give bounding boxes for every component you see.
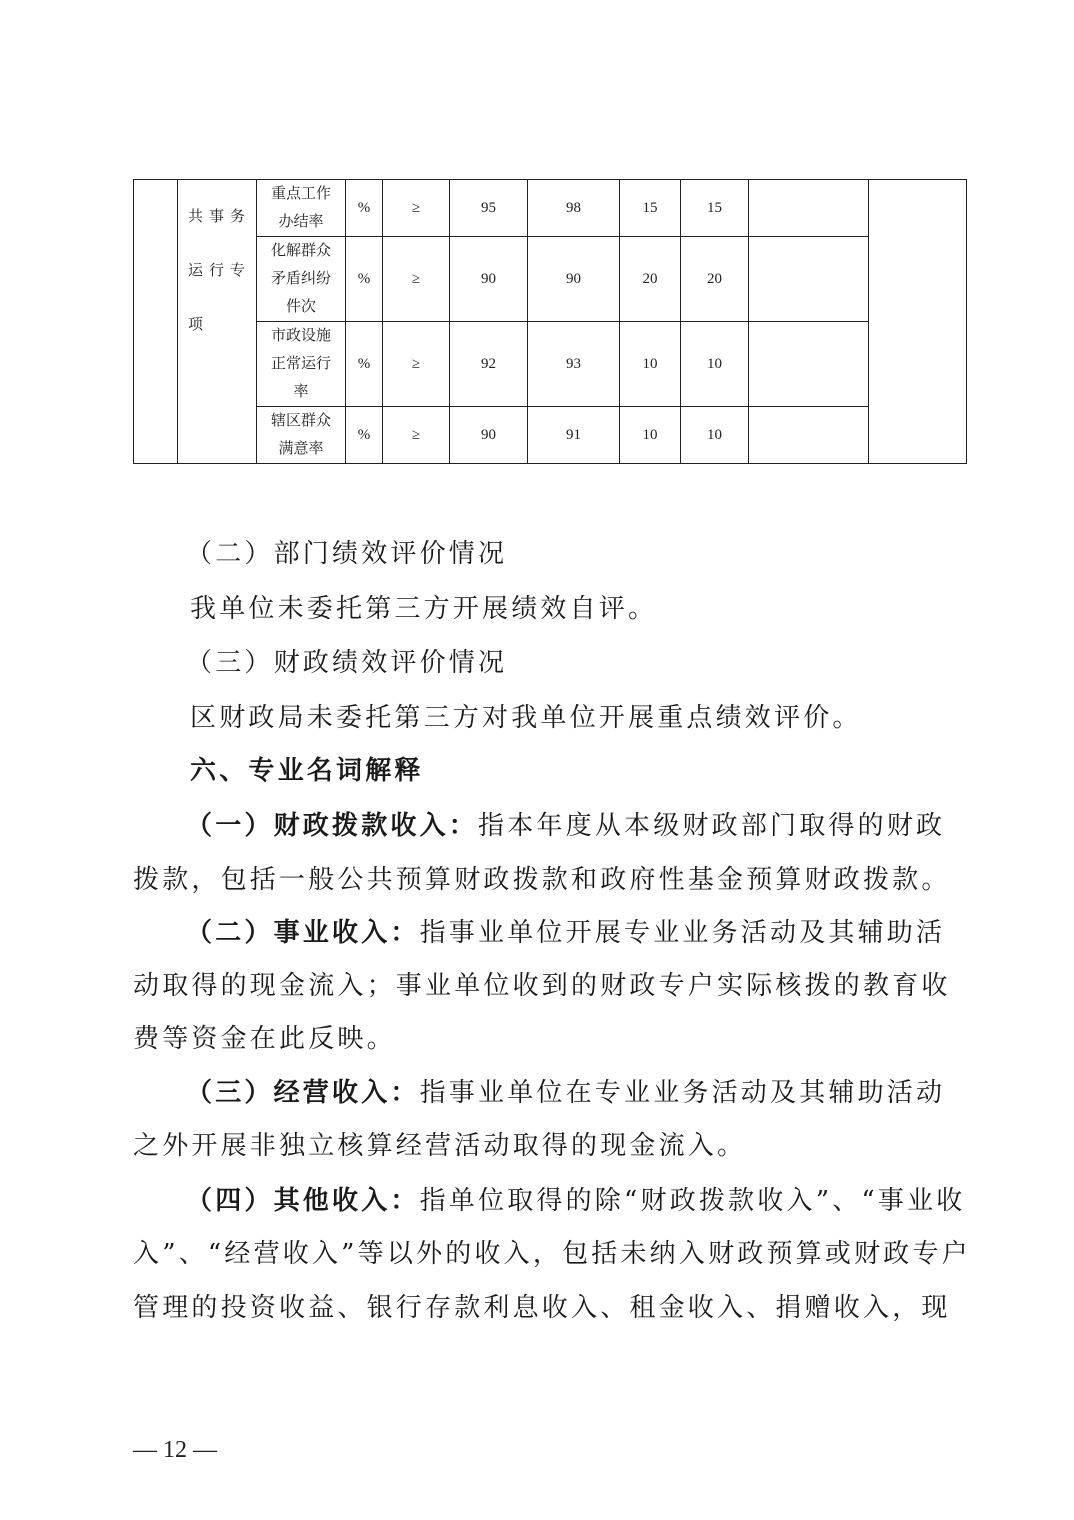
blank-cell	[134, 180, 178, 464]
weight-cell: 10	[620, 322, 681, 407]
target-cell: 92	[450, 322, 528, 407]
term-label: （一）财政拨款收入：	[186, 811, 479, 841]
dept-eval-heading: （二）部门绩效评价情况	[186, 539, 508, 569]
operator-cell: ≥	[383, 180, 450, 237]
dept-eval-text: 我单位未委托第三方开展绩效自评。	[190, 594, 658, 624]
note-cell	[749, 322, 869, 407]
table-row	[134, 180, 967, 237]
operator-cell: ≥	[383, 407, 450, 464]
note-cell	[749, 407, 869, 464]
term-line: 拨款，包括一般公共预算财政拨款和政府性基金预算财政拨款。	[133, 865, 951, 895]
actual-cell: 90	[528, 237, 620, 322]
target-cell: 95	[450, 180, 528, 237]
term-line: 之外开展非独立核算经营活动取得的现金流入。	[133, 1131, 747, 1161]
indicator-cell: 化解群众 矛盾纠纷 件次	[257, 237, 346, 322]
indicator-cell: 辖区群众 满意率	[257, 407, 346, 464]
weight-cell: 20	[620, 237, 681, 322]
category-line: 共事务	[188, 209, 252, 225]
actual-cell: 98	[528, 180, 620, 237]
table-row	[134, 237, 967, 322]
score-cell: 10	[681, 407, 749, 464]
performance-table	[133, 179, 967, 464]
term-paragraph: （二）事业收入：指事业单位开展专业业务活动及其辅助活	[186, 918, 946, 948]
score-cell: 10	[681, 322, 749, 407]
term-line: 费等资金在此反映。	[133, 1024, 396, 1054]
target-cell: 90	[450, 237, 528, 322]
term-paragraph: （一）财政拨款收入：指本年度从本级财政部门取得的财政	[186, 811, 946, 841]
target-cell: 90	[450, 407, 528, 464]
table-row	[134, 322, 967, 407]
term-paragraph: （四）其他收入：指单位取得的除“财政拨款收入”、“事业收	[186, 1186, 966, 1216]
unit-cell: %	[346, 407, 383, 464]
table-row	[134, 407, 967, 464]
terms-heading: 六、专业名词解释	[190, 756, 424, 786]
actual-cell: 93	[528, 322, 620, 407]
operator-cell: ≥	[383, 237, 450, 322]
category-line: 项	[188, 317, 210, 333]
weight-cell: 15	[620, 180, 681, 237]
term-label: （三）经营收入：	[186, 1078, 420, 1108]
term-line: 管理的投资收益、银行存款利息收入、租金收入、捐赠收入，现	[133, 1293, 951, 1323]
unit-cell: %	[346, 237, 383, 322]
indicator-cell: 重点工作 办结率	[257, 180, 346, 237]
term-line: 动取得的现金流入；事业单位收到的财政专户实际核拨的教育收	[133, 971, 951, 1001]
category-cell	[178, 180, 257, 464]
term-label: （二）事业收入：	[186, 918, 420, 948]
term-line: 入”、“经营收入”等以外的收入，包括未纳入财政预算或财政专户	[133, 1239, 971, 1269]
term-label: （四）其他收入：	[186, 1186, 420, 1216]
indicator-cell: 市政设施 正常运行 率	[257, 322, 346, 407]
weight-cell: 10	[620, 407, 681, 464]
score-cell: 15	[681, 180, 749, 237]
fin-eval-heading: （三）财政绩效评价情况	[186, 648, 508, 678]
fin-eval-text: 区财政局未委托第三方对我单位开展重点绩效评价。	[190, 703, 862, 733]
actual-cell: 91	[528, 407, 620, 464]
unit-cell: %	[346, 322, 383, 407]
blank-cell	[869, 180, 967, 464]
note-cell	[749, 237, 869, 322]
category-line: 运行专	[188, 263, 252, 279]
term-paragraph: （三）经营收入：指事业单位在专业业务活动及其辅助活动	[186, 1078, 946, 1108]
note-cell	[749, 180, 869, 237]
page-number: — 12 —	[133, 1437, 217, 1463]
operator-cell: ≥	[383, 322, 450, 407]
score-cell: 20	[681, 237, 749, 322]
unit-cell: %	[346, 180, 383, 237]
